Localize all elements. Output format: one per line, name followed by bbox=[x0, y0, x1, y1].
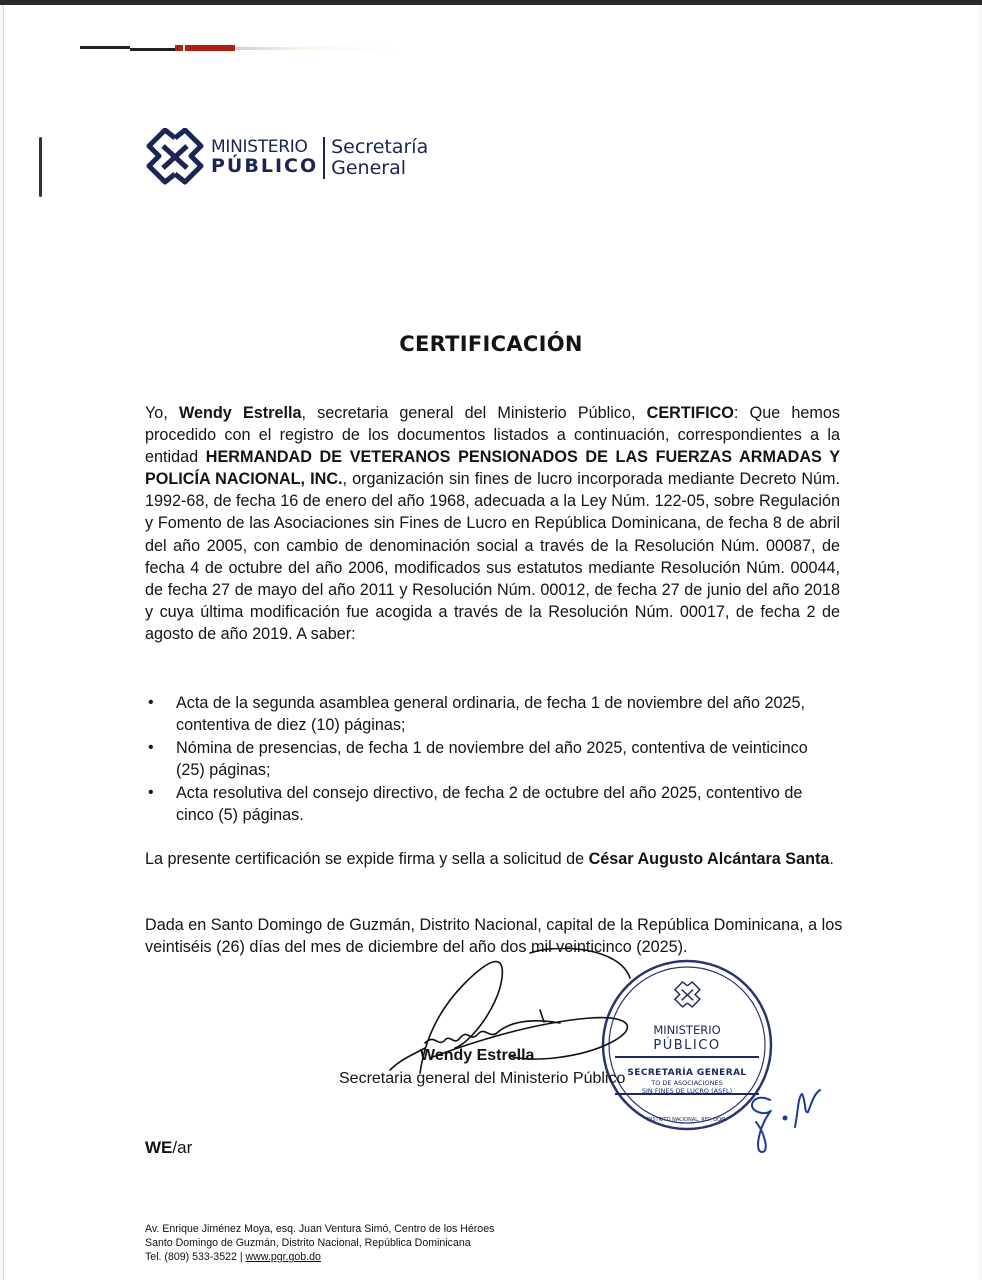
text: La presente certificación se expide firma y sella a solicitud de bbox=[145, 850, 589, 868]
letterhead bbox=[145, 123, 428, 193]
margin-pen-mark bbox=[39, 137, 42, 197]
seal-line5: SIN FINES DE LUCRO (ASFL) bbox=[641, 1087, 733, 1095]
signer-title: Secretaria general del Ministerio Público bbox=[339, 1070, 626, 1087]
text: Yo, bbox=[145, 404, 180, 422]
institution-line2: PÚBLICO bbox=[211, 154, 319, 177]
seal-line6: DISTRITO NACIONAL, REP. DOM. bbox=[647, 1117, 727, 1123]
list-item: • Nómina de presencias, de fecha 1 de noviembre del año 2025, contentiva de veinticinco (25) páginas; bbox=[145, 737, 840, 781]
footer-city: Santo Domingo de Guzmán, Distrito Nacional, República Dominicana bbox=[145, 1237, 471, 1249]
seal-line4: TO DE ASOCIACIONES bbox=[651, 1079, 723, 1087]
footer-phone: Tel. (809) 533-3522 | bbox=[145, 1251, 246, 1263]
entity-name: HERMANDAD DE VETERANOS PENSIONADOS DE LAS FUERZAS ARMADAS Y POLICÍA NACIONAL, INC. bbox=[145, 448, 840, 489]
text: : Que hemos procedido con el registro de los documentos listados a continuación, correspondientes a la entidad bbox=[145, 404, 840, 467]
certifico-keyword: CERTIFICO bbox=[646, 404, 734, 422]
footer-address: Av. Enrique Jiménez Moya, esq. Juan Ventura Simó, Centro de los Héroes bbox=[145, 1223, 495, 1235]
list-item: • Acta resolutiva del consejo directivo, de fecha 2 de octubre del año 2025, contentivo de cinco (5) páginas. bbox=[145, 782, 840, 826]
text: , secretaria general del Ministerio Público, bbox=[301, 404, 647, 422]
seal-line1: MINISTERIO bbox=[653, 1023, 721, 1037]
text: . bbox=[829, 850, 834, 868]
requester-name: César Augusto Alcántara Santa bbox=[588, 850, 830, 868]
request-paragraph bbox=[145, 848, 840, 870]
signer-name-inline: Wendy Estrella bbox=[179, 404, 302, 422]
department-name bbox=[331, 137, 428, 179]
header-color-strip bbox=[80, 45, 410, 53]
issued-paragraph: Dada en Santo Domingo de Guzmán, Distrito Nacional, capital de la República Dominicana, a los veintiséis (26) días del mes de diciembre del año dos mil veinticinco (2025). bbox=[145, 916, 843, 957]
documents-list bbox=[145, 692, 840, 828]
handwritten-initials-icon bbox=[740, 1082, 830, 1162]
text: , organización sin fines de lucro incorporada mediante Decreto Núm. 1992-68, de fecha 16 de enero del año 1968, adecuada a la Ley Núm. 122-05, sobre Regulación y Fomento de las Asociaciones sin Fines de Lucro en República Dominicana, de fecha 8 de abril del año 2005, con cambio de denominación social a través de la Resolución Núm. 00087, de fecha 4 de octubre del año 2006, modificados sus estatutos mediante Resolución Núm. 00044, de fecha 27 de mayo del año 2011 y Resolución Núm. 00012, de fecha 27 de junio del año 2018 y cuya última modificación fue acogida a través de la Resolución Núm. 00017, de fecha 2 de agosto de año 2019. A saber: bbox=[145, 470, 840, 643]
seal-line3: SECRETARÍA GENERAL bbox=[627, 1068, 747, 1078]
seal-line2: PÚBLICO bbox=[653, 1038, 721, 1053]
list-item: • Acta de la segunda asamblea general ordinaria, de fecha 1 de noviembre del año 2025, contentiva de diez (10) páginas; bbox=[145, 692, 840, 736]
reference-initials bbox=[145, 1138, 192, 1158]
certification-paragraph bbox=[145, 402, 840, 645]
document-title: CERTIFICACIÓN bbox=[399, 332, 583, 356]
ministerio-publico-logo-icon bbox=[145, 128, 205, 188]
department-line2: General bbox=[331, 157, 406, 179]
initials-bold: WE bbox=[145, 1138, 173, 1157]
department-line1: Secretaría bbox=[331, 136, 429, 159]
footer-website-link[interactable]: www.pgr.gob.do bbox=[245, 1251, 321, 1263]
header-divider bbox=[323, 137, 325, 179]
handwritten-signature-icon bbox=[330, 948, 660, 1088]
institution-name bbox=[211, 139, 318, 177]
footer-contact bbox=[145, 1222, 494, 1264]
signer-name: Wendy Estrella bbox=[420, 1047, 535, 1064]
institution-line1: MINISTERIO bbox=[211, 137, 308, 158]
initials-rest: /ar bbox=[172, 1138, 193, 1157]
